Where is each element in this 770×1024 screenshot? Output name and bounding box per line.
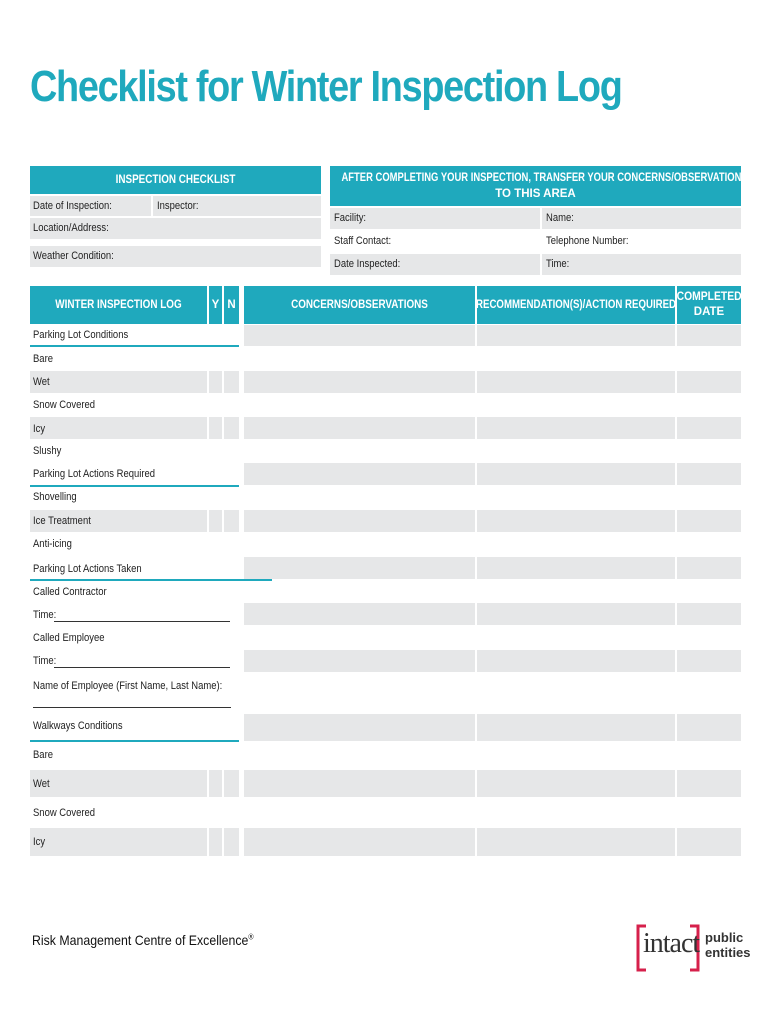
time-label: Time: xyxy=(546,258,570,270)
col-separator xyxy=(675,325,677,860)
table-row xyxy=(30,371,741,393)
table-row xyxy=(30,828,741,856)
table-row xyxy=(30,770,741,797)
row-label: Ice Treatment xyxy=(33,515,91,527)
logo-sub1: public xyxy=(705,930,744,945)
section-underline xyxy=(30,740,239,742)
row-label: Parking Lot Actions Required xyxy=(33,468,156,480)
logo-word: intact xyxy=(643,928,700,959)
col-log-label: WINTER INSPECTION LOG xyxy=(55,299,182,311)
page-title: Checklist for Winter Inspection Log xyxy=(30,62,622,111)
date-of-inspection-label: Date of Inspection: xyxy=(33,200,112,212)
col-concerns xyxy=(244,286,475,324)
footer-label: Risk Management Centre of Excellence xyxy=(32,932,249,948)
date-inspected-label: Date Inspected: xyxy=(334,258,401,270)
row-label: Wet xyxy=(33,778,50,790)
row-label: Called Employee xyxy=(33,632,105,644)
table-row xyxy=(244,325,741,346)
table-row xyxy=(30,417,741,439)
row-label: Snow Covered xyxy=(33,807,96,819)
row-label: Parking Lot Actions Taken xyxy=(33,563,142,575)
col-concerns-label: CONCERNS/OBSERVATIONS xyxy=(291,299,428,311)
inspection-checklist-label: INSPECTION CHECKLIST xyxy=(115,174,236,186)
section-underline xyxy=(30,579,272,581)
col-n xyxy=(224,286,239,324)
row-label: Called Contractor xyxy=(33,586,107,598)
row-label: Parking Lot Conditions xyxy=(33,329,129,341)
location-label: Location/Address: xyxy=(33,222,109,234)
col-recommendations xyxy=(477,286,675,324)
col-separator xyxy=(222,325,224,860)
after-completing-line1: AFTER COMPLETING YOUR INSPECTION, TRANSFER YOUR CONCERNS/OBSERVATIONS xyxy=(341,172,748,184)
logo-subtitle xyxy=(705,930,751,960)
row-label: Icy xyxy=(33,836,46,848)
row-label: Anti-icing xyxy=(33,538,72,550)
time-field[interactable] xyxy=(542,254,741,275)
name-label: Name: xyxy=(546,212,574,224)
col-n-label: N xyxy=(227,299,236,311)
inspector-label: Inspector: xyxy=(157,200,199,212)
after-completing-header xyxy=(330,166,748,206)
row-label: Name of Employee (First Name, Last Name): xyxy=(33,680,223,692)
col-recommendations-label: RECOMMENDATION(S)/ACTION REQUIRED xyxy=(476,299,677,311)
col-winter-inspection-log xyxy=(30,286,207,324)
row-label: Snow Covered xyxy=(33,399,96,411)
name-blank-line[interactable] xyxy=(33,707,231,708)
time-blank-line[interactable] xyxy=(54,621,230,622)
time-row-left xyxy=(30,650,239,672)
col-y xyxy=(209,286,222,324)
registered-mark: ® xyxy=(248,932,254,942)
col-completed-date xyxy=(677,286,741,324)
row-label: Bare xyxy=(33,749,53,761)
weather-label: Weather Condition: xyxy=(33,250,114,262)
row-label: Time: xyxy=(33,609,57,621)
col-completed-label: COMPLETED xyxy=(676,291,742,303)
col-separator xyxy=(207,325,209,860)
col-y-label: Y xyxy=(211,299,220,311)
section-underline xyxy=(30,345,239,347)
col-date-label: DATE xyxy=(693,306,725,318)
row-label: Slushy xyxy=(33,445,62,457)
telephone-label: Telephone Number: xyxy=(546,235,629,247)
row-label: Wet xyxy=(33,376,50,388)
staff-contact-label: Staff Contact: xyxy=(334,235,392,247)
row-label: Shovelling xyxy=(33,491,77,503)
facility-label: Facility: xyxy=(334,212,367,224)
section-underline xyxy=(30,485,239,487)
after-completing-line2: TO THIS AREA xyxy=(495,188,576,200)
row-label: Walkways Conditions xyxy=(33,720,123,732)
row-label: Bare xyxy=(33,353,53,365)
row-label: Icy xyxy=(33,423,46,435)
row-label: Time: xyxy=(33,655,57,667)
col-separator xyxy=(475,325,477,860)
col-gap xyxy=(239,325,244,860)
logo-sub2: entities xyxy=(705,945,751,960)
inspection-checklist-header xyxy=(30,166,321,194)
table-row xyxy=(30,510,741,532)
footer-text xyxy=(32,932,254,948)
time-blank-line[interactable] xyxy=(54,667,230,668)
